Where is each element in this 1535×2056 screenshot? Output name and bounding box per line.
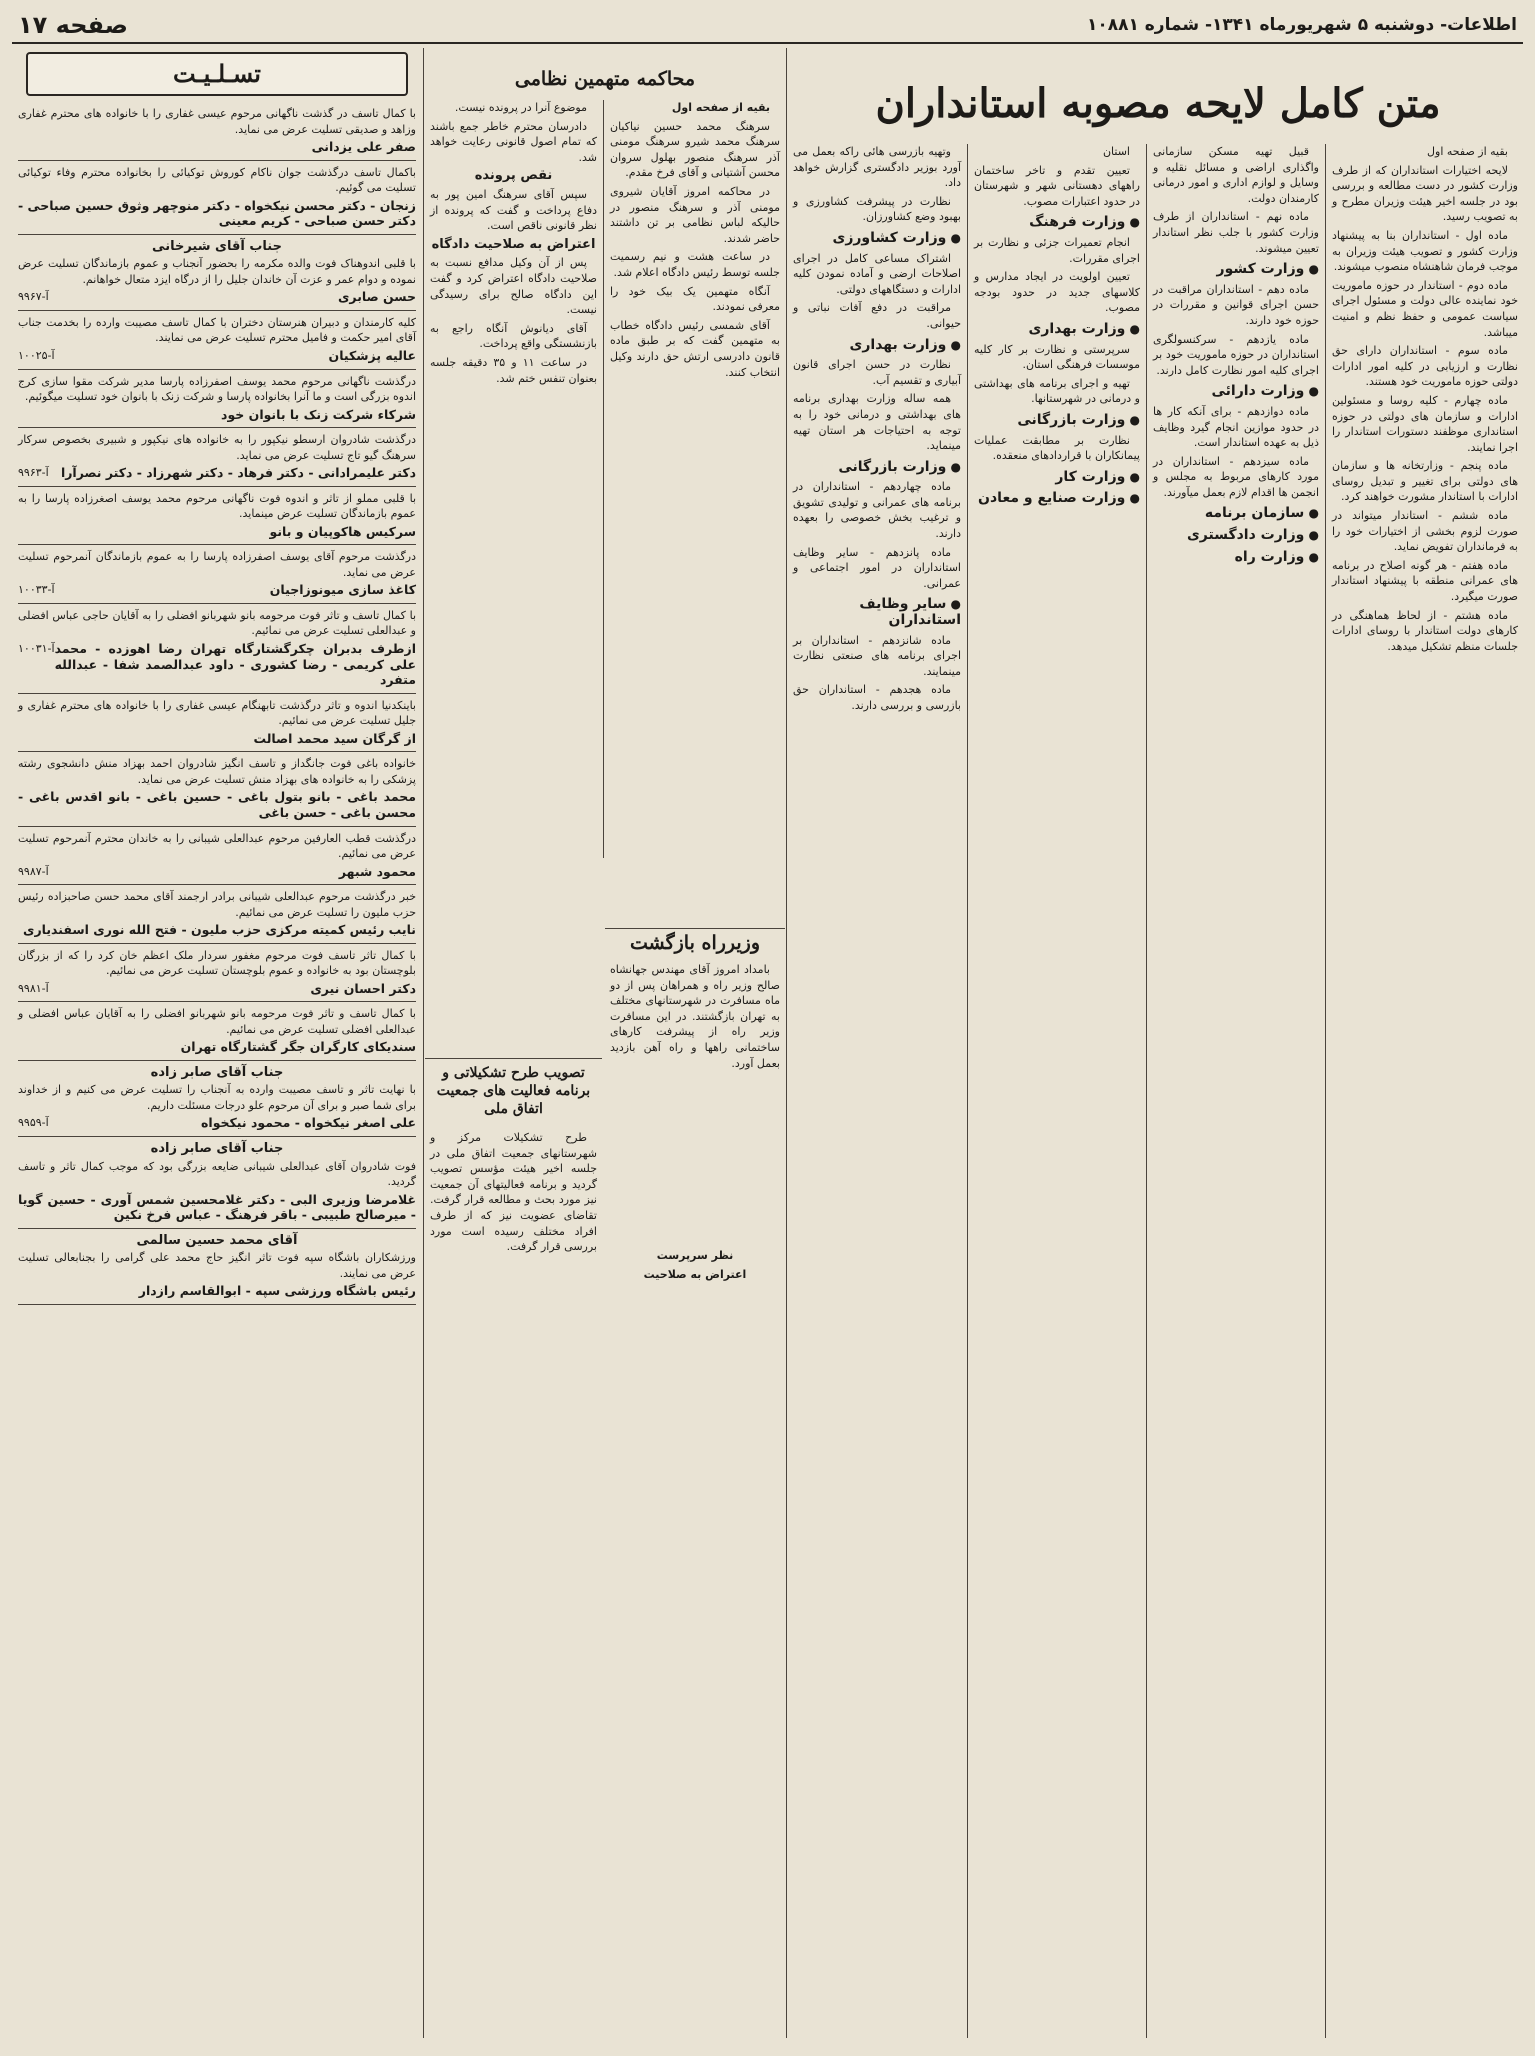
main-article-col-2 bbox=[1148, 144, 1324, 2038]
notice-signature bbox=[18, 1283, 416, 1299]
article-paragraph: ماده دوازدهم - برای آنکه کار ها در حدود موازین انجام گیرد وظایف ذیل به عهده استاندار است. bbox=[1153, 404, 1319, 450]
notice-body: درگذشت قطب العارفین مرحوم عبدالعلی شیبانی را به خاندان محترم آنمرحوم تسلیت عرض می نمائیم. bbox=[18, 831, 416, 860]
notice-body: با کمال تاسف در گذشت ناگهانی مرحوم عیسی غفاری را با خانواده های محترم غفاری وزاهد و صدیقی تسلیت عرض می نماید. bbox=[18, 107, 416, 136]
main-article-col-4 bbox=[788, 144, 966, 2038]
trial-paragraph: در ساعت ۱۱ و ۳۵ دقیقه جلسه بعنوان تنفس ختم شد. bbox=[430, 355, 597, 385]
notice-body: باینکدنیا اندوه و تاثر درگذشت تابهنگام عیسی غفاری را با خانواده های محترم غفاری و جلیل تسلیت عرض می نمائیم. bbox=[18, 698, 416, 728]
trial-subheading: اعتراض به صلاحیت bbox=[643, 1267, 747, 1281]
condolence-notice bbox=[18, 604, 416, 694]
condolence-notice bbox=[18, 428, 416, 487]
notice-signer: علی اصغر نیکخواه - محمود نیکخواه bbox=[201, 1115, 416, 1131]
article-paragraph: ماده سوم - استانداران دارای حق نظارت و ارزیابی در کلیه امور ادارات دولتی حوزه ماموریت خود هستند. bbox=[1332, 344, 1518, 389]
trial-subheading: نظر سرپرست bbox=[656, 1249, 734, 1262]
article-paragraph: نظارت بر مطابقت عملیات پیمانکاران با قراردادهای منعقده. bbox=[974, 433, 1140, 463]
notice-body: با کمال تاثر تاسف فوت مرحوم مغفور سردار ملک اعظم خان کرد را که از بزرگان بلوچستان بود به خانواده و عموم بلوچستان تسلیت عرض می نمائیم. bbox=[18, 948, 416, 978]
article-paragraph: ماده شانزدهم - استانداران بر اجرای برنامه های صنعتی نظارت مینمایند. bbox=[793, 633, 961, 678]
article-paragraph: بقیه از صفحه اول bbox=[1427, 145, 1508, 158]
section-heading: ● وزارت بهداری bbox=[793, 338, 961, 354]
article-paragraph: همه ساله وزارت بهداری برنامه های بهداشتی و درمانی خود را به توجه به احتیاجات هر استان تهیه مینماید. bbox=[793, 392, 961, 453]
trial-subheading: اعتراض به صلاحیت دادگاه bbox=[431, 236, 596, 252]
notice-signature bbox=[18, 524, 416, 540]
notice-heading: جناب آقای صابر زاده bbox=[150, 1064, 284, 1080]
article-paragraph: ماده چهارم - کلیه روسا و مسئولین ادارات و سازمان های دولتی در حوزه استانداری موظفند دستورات استاندار را اجرا نمایند. bbox=[1332, 393, 1518, 454]
condolence-notice bbox=[18, 752, 416, 826]
main-article-col-3 bbox=[969, 144, 1145, 2038]
article-paragraph: ماده هشتم - از لحاظ هماهنگی در کارهای دولت استاندار با روسای ادارات جلسات منظم تشکیل میدهد. bbox=[1332, 608, 1518, 653]
notice-signer: حسن صابری bbox=[337, 289, 416, 305]
article-paragraph: تعیین تقدم و تاخر ساختمان راههای دهستانی شهر و شهرستان در حدود اعتبارات مصوب. bbox=[974, 163, 1140, 208]
notice-code: آ-۹۹۸۱ bbox=[18, 981, 49, 995]
article-paragraph: قبیل تهیه مسکن سازمانی واگذاری اراضی و مسائل نقلیه و وسایل و لوازم اداری و امور درمانی کارمندان دولت. bbox=[1153, 145, 1319, 205]
notice-signer: زنجان - دکتر محسن نیکخواه - دکتر منوچهر وثوق حسین صباحی - دکتر حسن صباحی - کریم معینی bbox=[18, 197, 416, 229]
article-paragraph: ماده اول - استانداران بنا به پیشنهاد وزارت کشور و تصویب هیئت وزیران به موجب فرمان شاهنشاه منصوب میشوند. bbox=[1332, 228, 1518, 274]
article-paragraph: ماده سیزدهم - استانداران در مورد کارهای مربوط به مجلس و انجمن ها اقدام لازم بعمل میآورند. bbox=[1153, 454, 1319, 499]
notice-signature bbox=[18, 465, 416, 481]
notice-signer: سندیکای کارگران جگر گشتارگاه تهران bbox=[180, 1039, 416, 1055]
notice-code: آ-۱۰۰۳۳ bbox=[18, 583, 55, 597]
article-paragraph: ماده هفتم - هر گونه اصلاح در برنامه های عمرانی منطقه با پیشنهاد استاندار صورت میگیرد. bbox=[1332, 558, 1518, 604]
main-headline: متن کامل لایحه مصوبه استانداران bbox=[875, 80, 1441, 127]
trial-paragraph: سرهنگ محمد حسین نیاکیان سرهنگ محمد شیرو سرهنگ مومنی آذر سرهنگ منصور بهلول سروان محسن آشتیانی و آقای فرخ مقدم. bbox=[610, 119, 780, 180]
notice-signature bbox=[18, 198, 416, 229]
article-paragraph: تهیه و اجرای برنامه های بهداشتی و درمانی در شهرستانها. bbox=[974, 376, 1140, 406]
notice-signature bbox=[18, 922, 416, 938]
article-paragraph: استان bbox=[1102, 145, 1130, 158]
notice-signer: نایب رئیس کمیته مرکزی حزب ملیون - فتح الله نوری اسفندیاری bbox=[22, 922, 416, 938]
notice-heading: آقای محمد حسین سالمی bbox=[136, 1232, 298, 1248]
article-paragraph: ماده دوم - استاندار در حوزه ماموریت خود نماینده عالی دولت و مسئول اجرای سیاست عمومی و حفظ نظم و امنیت میباشد. bbox=[1332, 278, 1518, 339]
notice-body: خبر درگذشت مرحوم عبدالعلی شیبانی برادر ارجمند آقای محمد حسن صاحبزاده رئیس حزب ملیون را تسلیت عرض می نمائیم. bbox=[18, 890, 416, 919]
article-paragraph: ماده ششم - استاندار میتواند در صورت لزوم بخشی از اختیارات خود را به فرمانداران تفویض نماید. bbox=[1332, 509, 1518, 554]
notice-signer: صفر علی یزدانی bbox=[311, 139, 416, 154]
notice-code: آ-۹۹۸۷ bbox=[18, 864, 49, 878]
condolence-notice bbox=[18, 311, 416, 370]
notice-signer: از گرگان سید محمد اصالت bbox=[253, 730, 416, 746]
newspaper-page bbox=[12, 8, 1523, 2038]
article-paragraph: نظارت در حسن اجرای قانون آبیاری و تقسیم آب. bbox=[793, 358, 961, 387]
condolence-notice bbox=[18, 1137, 416, 1229]
notice-signature bbox=[18, 789, 416, 820]
notice-signature bbox=[18, 407, 416, 423]
notice-body: درگذشت ناگهانی مرحوم محمد یوسف اصفرزاده پارسا مدیر شرکت مقوا سازی کرج اندوه بزرگی است و ما آنرا بخانواده پارسا و شرکت زنک با بانوان خود تسلیت میگوئیم. bbox=[18, 374, 416, 404]
notice-heading: جناب آقای شیرخانی bbox=[152, 238, 282, 254]
trial-paragraph: سپس آقای سرهنگ امین پور به دفاع پرداخت و گفت که پرونده از نظر قانونی ناقص است. bbox=[430, 187, 597, 233]
section-heading: ● وزارت کشاورزی bbox=[793, 231, 961, 247]
condolence-notice bbox=[18, 235, 416, 311]
notice-signer: دکتر علیمرادانی - دکتر فرهاد - دکتر شهرزاد - دکتر نصرآرا bbox=[60, 465, 416, 481]
trial-col-b bbox=[425, 100, 602, 858]
road-minister-headline: وزیرراه بازگشت bbox=[629, 932, 761, 954]
condolence-notice bbox=[18, 885, 416, 944]
trial-paragraph: آنگاه متهمین یک بیک خود را معرفی نمودند. bbox=[610, 284, 780, 314]
article-paragraph: ماده چهاردهم - استانداران در برنامه های عمرانی و تولیدی تشویق و ترغیب بخش خصوصی را بعهده دارند. bbox=[793, 480, 961, 541]
article-paragraph: مراقبت در دفع آفات نباتی و حیوانی. bbox=[793, 301, 961, 330]
trial-paragraph: آقای شمسی رئیس دادگاه خطاب به متهمین گفت که بر طبق ماده قانون دادرسی ارتش حق دارند وکیل انتخاب کنند. bbox=[610, 318, 780, 379]
economy-text bbox=[605, 1248, 785, 2028]
article-paragraph: وتهیه بازرسی هائی راکه بعمل می آورد بوزیر دادگستری گزارش خواهد داد. bbox=[793, 145, 961, 190]
article-paragraph: سرپرستی و نظارت بر کار کلیه موسسات فرهنگی استان. bbox=[974, 342, 1140, 372]
section-heading: ● سازمان برنامه bbox=[1153, 506, 1319, 522]
notice-heading: جناب آقای صابر زاده bbox=[150, 1141, 284, 1157]
condolence-notice bbox=[18, 1229, 416, 1305]
section-heading: ● وزارت بازرگانی bbox=[793, 460, 961, 476]
national-unity-text: طرح تشکیلات مرکز و شهرستانهای جمعیت اتفاق ملی در جلسه اخیر هیئت مؤسس تصویب گردید و برنامه فعالیتهای آن جمعیت نیز مورد بحث و مطالعه قرار گرفت. تقاضای عضویت نیز که از طرف افراد مختلف رسیده است مورد بررسی قرار گرفت. bbox=[430, 1131, 597, 1254]
condolence-notice bbox=[18, 694, 416, 753]
trial-paragraph: در ساعت هشت و نیم رسمیت جلسه توسط رئیس دادگاه اعلام شد. bbox=[610, 250, 780, 279]
notice-body: با قلبی اندوهناک فوت والده مکرمه را بحضور آنجناب و عموم بازماندگان تسلیت عرض نموده و دوام عمر و عزت آن خاندان جلیل را از درگاه ایزد متعال خواهانم. bbox=[18, 257, 416, 286]
notice-signer: کاغذ سازی میونوزاجیان bbox=[269, 582, 416, 598]
section-heading: ● وزارت بازرگانی bbox=[974, 413, 1140, 429]
notice-body: با قلبی مملو از تاثر و اندوه فوت ناگهانی مرحوم محمد یوسف اصغرزاده پارسا را به عموم بازماندگان تسلیت عرض مینماید. bbox=[18, 491, 416, 521]
notice-body: با نهایت تاثر و تاسف مصیبت وارده به آنجناب را تسلیت عرض می کنیم و از خداوند برای شما صبر و برای آن مرحوم علو درجات مسئلت داریم. bbox=[18, 1083, 416, 1112]
trial-intro: بقیه از صفحه اول bbox=[671, 101, 770, 114]
notice-signature bbox=[18, 864, 416, 880]
article-paragraph: ماده پانزدهم - سایر وظایف استانداران در امور اجتماعی و عمرانی. bbox=[793, 545, 961, 590]
condolence-notice bbox=[18, 944, 416, 1003]
article-paragraph: ماده پنجم - وزارتخانه ها و سازمان های دولتی برای تغییر و تبدیل روسای ادارات با استاندار مشورت خواهند کرد. bbox=[1332, 459, 1518, 504]
trial-paragraph: دادرسان محترم خاطر جمع باشند که تمام اصول قانونی رعایت خواهد شد. bbox=[430, 119, 597, 164]
article-paragraph: لایحه اختیارات استانداران که از طرف وزارت کشور در دست مطالعه و بررسی بود در جلسه اخیر هیئت وزیران مطرح و به تصویب رسید. bbox=[1332, 163, 1518, 224]
article-paragraph: ماده نهم - استانداران از طرف وزارت کشور با جلب نظر استاندار تعیین میشوند. bbox=[1153, 210, 1319, 255]
notice-signer: رئیس باشگاه ورزشی سپه - ابوالقاسم رازدار bbox=[138, 1283, 416, 1299]
notice-body: ورزشکاران باشگاه سپه فوت تاثر انگیز حاج محمد علی گرامی را بجنابعالی تسلیت عرض می نمایند. bbox=[18, 1251, 416, 1280]
notice-body: درگذشت شادروان ارسطو نیکپور را به خانواده های نیکپور و شبیری بخصوص سرکار سرهنگ گیو تاج تسلیت عرض می نماید. bbox=[18, 433, 416, 462]
columns bbox=[12, 48, 1523, 2038]
road-minister-text: بامداد امروز آقای مهندس جهانشاه صالح وزیر راه و همراهان پس از دو ماه مسافرت در شهرستانهای مختلف به تهران بازگشتند. در این مسافرت وزیر راه از پیشرفت کارهای ساختمانی راهها و راه آهن بازدید بعمل آورد. bbox=[610, 963, 780, 1070]
national-unity-headline: تصویب طرح تشکیلاتی و برنامه فعالیت های جمعیت اتفاق ملی bbox=[436, 1065, 591, 1117]
article-paragraph: نظارت در پیشرفت کشاورزی و بهبود وضع کشاورزان. bbox=[793, 194, 961, 224]
section-heading: ● وزارت فرهنگ bbox=[974, 215, 1140, 231]
section-heading: ● سایر وظایف استانداران bbox=[793, 597, 961, 628]
notice-signature bbox=[18, 289, 416, 305]
notice-code: آ-۱۰۰۳۱ bbox=[18, 641, 55, 655]
notice-code: آ-۹۹۶۷ bbox=[18, 290, 49, 304]
notice-signature bbox=[18, 981, 416, 997]
issue-line: اطلاعات- دوشنبه ۵ شهریورماه ۱۳۴۱- شماره ۱۰۸۸۱ bbox=[1086, 15, 1517, 35]
article-paragraph: اشتراک مساعی کامل در اجرای اصلاحات ارضی و آماده نمودن کلیه ادارات و دستگاههای دولتی. bbox=[793, 251, 961, 296]
page-number: صفحه ۱۷ bbox=[18, 11, 128, 39]
notice-code: آ-۱۰۰۲۵ bbox=[18, 348, 55, 362]
notice-signature bbox=[18, 731, 416, 747]
trial-headline: محاکمه متهمین نظامی bbox=[514, 68, 696, 90]
notice-code: آ-۹۹۵۹ bbox=[18, 1116, 49, 1130]
notice-signer: غلامرضا وزیری البی - دکتر غلامحسین شمس آوری - حسین گویا - میرصالح طبیبی - باقر فرهنگ - عباس فرخ نکین bbox=[18, 1191, 416, 1223]
notice-signer: عالیه پزشکیان bbox=[328, 347, 416, 363]
notice-body: درگذشت مرحوم آقای یوسف اصفرزاده پارسا را به عموم بازماندگان آنمرحوم تسلیت عرض می نماید. bbox=[18, 550, 416, 579]
trial-paragraph: آقای دیانوش آنگاه راجع به بازنشستگی واقع پرداخت. bbox=[430, 321, 597, 351]
section-heading: ● وزارت صنایع و معادن bbox=[974, 491, 1140, 507]
notice-signer: سرکیس هاکوپیان و بانو bbox=[269, 523, 416, 539]
notice-signer: ازطرف بدبران چکرگشتارگاه تهران رضا اهوزده - محمد علی کریمی - رضا کشوری - داود عبدالصمد شفا - عبدالله متفرد bbox=[54, 640, 416, 688]
condolence-notice bbox=[18, 487, 416, 546]
condolence-title: تسـلـیـت bbox=[26, 52, 408, 96]
notice-signer: شرکاء شرکت زنک با بانوان خود bbox=[221, 406, 416, 422]
condolence-notice bbox=[18, 545, 416, 604]
masthead bbox=[12, 8, 1523, 44]
condolence-column bbox=[12, 48, 422, 2038]
section-heading: ● وزارت کار bbox=[974, 470, 1140, 486]
notice-body: خانواده باغی فوت جانگداز و تاسف انگیز شادروان احمد بهزاد منش دانشجوی رشته پزشکی را به خانواده های بهزاد منش تسلیت عرض می نماید. bbox=[18, 757, 416, 786]
notice-signature bbox=[18, 348, 416, 364]
trial-paragraph: موضوع آنرا در پرونده نیست. bbox=[454, 101, 587, 114]
trial-paragraph: پس از آن وکیل مدافع نسبت به صلاحیت دادگاه اعتراض کرد و گفت این دادگاه صالح برای رسیدگی نیست. bbox=[430, 256, 597, 317]
notice-signature bbox=[18, 1039, 416, 1055]
notice-signer: محمد باغی - بانو بتول باغی - حسین باغی - بانو اقدس باغی - محسن باغی - حسن باغی bbox=[18, 789, 416, 820]
notice-body: با کمال تاسف و تاثر فوت مرحومه بانو شهربانو افضلی را به آقایان عباس افضلی و عبدالعلی افضلی تسلیت عرض می نمائیم. bbox=[18, 1007, 416, 1036]
notice-signer: محمود شبهر bbox=[338, 863, 416, 879]
condolence-notice bbox=[18, 827, 416, 886]
article-paragraph: تعیین اولویت در ایجاد مدارس و کلاسهای جدید در حدود بودجه مصوب. bbox=[974, 270, 1140, 315]
notice-signature bbox=[18, 139, 416, 155]
section-heading: ● وزارت دادگستری bbox=[1153, 528, 1319, 544]
notice-body: با کمال تاسف و تاثر فوت مرحومه بانو شهربانو افضلی را به آقایان حاجی عباس افضلی و عبدالعلی تسلیت عرض می نمائیم. bbox=[18, 608, 416, 638]
trial-subheading: نقص پرونده bbox=[474, 168, 553, 184]
notice-body: فوت شادروان آقای عبدالعلی شیبانی ضایعه بزرگی بود که موجب کمال تاثر و تاسف گردید. bbox=[18, 1159, 416, 1189]
section-heading: ● وزارت کشور bbox=[1153, 262, 1319, 278]
condolence-notice bbox=[18, 1061, 416, 1137]
notice-body: کلیه کارمندان و دبیران هنرستان دختران با کمال تاسف مصیبت وارده را بخدمت جناب آقای امیر حکمت و فامیل محترم تسلیت عرض می نمایند. bbox=[18, 315, 416, 345]
section-heading: ● وزارت دارائی bbox=[1153, 384, 1319, 400]
article-paragraph: انجام تعمیرات جزئی و نظارت بر اجرای مقررات. bbox=[974, 235, 1140, 265]
notice-signer: دکتر احسان نیری bbox=[310, 980, 416, 996]
condolence-notice bbox=[18, 102, 416, 161]
condolence-notice bbox=[18, 1002, 416, 1061]
notice-signature bbox=[18, 1192, 416, 1223]
trial-paragraph: در محاکمه امروز آقایان شیروی مومنی آذر و سرهنگ منصور در حالیکه لباس نظامی بر تن داشتند حاضر شدند. bbox=[610, 184, 780, 245]
article-paragraph: ماده یازدهم - سرکنسولگری استانداران در حوزه ماموریت خود بر اجرای کلیه امور نظارت کامل دارند. bbox=[1153, 332, 1319, 377]
section-heading: ● وزارت بهداری bbox=[974, 322, 1140, 338]
condolence-notice bbox=[18, 161, 416, 235]
notice-signature bbox=[18, 641, 416, 688]
condolence-notice bbox=[18, 370, 416, 429]
article-paragraph: ماده هجدهم - استانداران حق بازرسی و بررسی دارند. bbox=[793, 683, 961, 712]
notice-signature bbox=[18, 1115, 416, 1131]
notice-code: آ-۹۹۶۳ bbox=[18, 466, 49, 480]
trial-col-a bbox=[605, 100, 785, 858]
notice-signature bbox=[18, 582, 416, 598]
article-paragraph: ماده دهم - استانداران مراقبت در حسن اجرای قوانین و مقررات در حوزه خود دارند. bbox=[1153, 282, 1319, 327]
main-article-col-1 bbox=[1327, 144, 1523, 2038]
notice-body: باکمال تاسف درگذشت جوان ناکام کوروش توکیائی را بخانواده محترم وفاء توکیائی تسلیت می گوئیم. bbox=[18, 165, 416, 195]
section-heading: ● وزارت راه bbox=[1153, 550, 1319, 566]
